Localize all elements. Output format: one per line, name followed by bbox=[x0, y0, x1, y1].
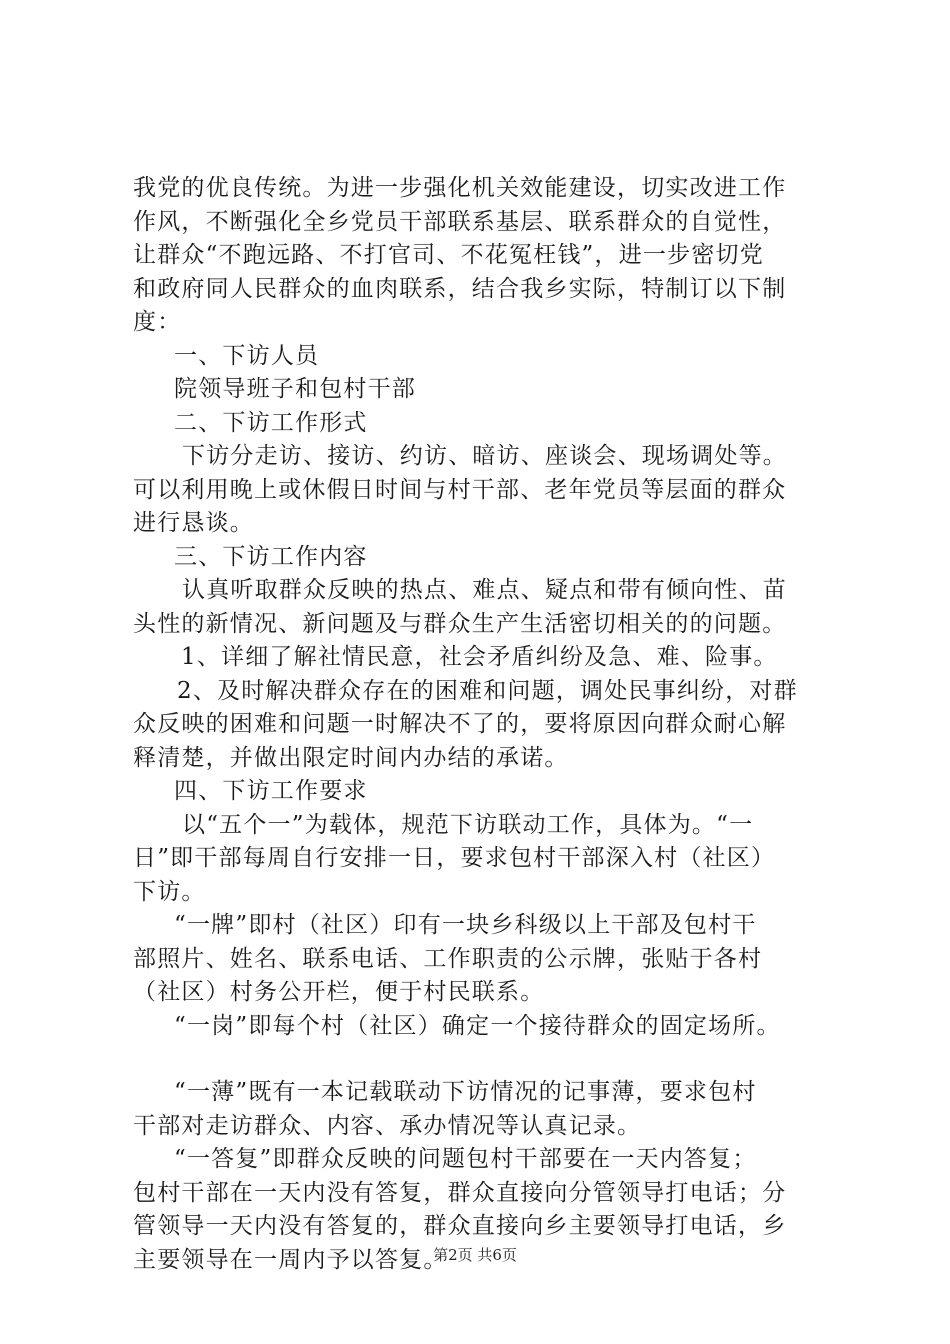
body-line: 包村干部在一天内没有答复，群众直接向分管领导打电话；分 bbox=[133, 1179, 787, 1206]
blank-line bbox=[133, 1043, 833, 1076]
body-line: 主要领导在一周内予以答复。 bbox=[133, 1246, 448, 1273]
list-item: 1、详细了解社情民意，社会矛盾纠纷及急、难、险事。 bbox=[181, 644, 778, 670]
body-line: 干部对走访群众、内容、承办情况等认真记录。 bbox=[133, 1112, 642, 1139]
body-line: 可以利用晚上或休假日时间与村干部、老年党员等层面的群众 bbox=[133, 476, 787, 503]
body-line: “一牌”即村（社区）印有一块乡科级以上干部及包村干 bbox=[174, 912, 757, 938]
body-line: 众反映的困难和问题一时解决不了的，要将原因向群众耐心解 bbox=[133, 711, 787, 737]
body-line: 管领导一天内没有答复的，群众直接向乡主要领导打电话，乡 bbox=[133, 1213, 787, 1239]
body-line: “一岗”即每个村（社区）确定一个接待群众的固定场所。 bbox=[174, 1012, 781, 1039]
body-line: 下访。 bbox=[133, 878, 206, 905]
body-line: 进行恳谈。 bbox=[133, 510, 254, 536]
body-line: 和政府同人民群众的血肉联系，结合我乡实际，特制订以下制 bbox=[133, 275, 787, 302]
body-line: 下访分走访、接访、约访、暗访、座谈会、现场调处等。 bbox=[182, 443, 787, 469]
body-line: 释清楚，并做出限定时间内办结的承诺。 bbox=[133, 744, 569, 771]
body-line: 日”即干部每周自行安排一日，要求包村干部深入村（社区） bbox=[133, 845, 776, 871]
body-line: “一薄”既有一本记载联动下访情况的记事薄，要求包村 bbox=[174, 1079, 757, 1105]
list-item: 2、及时解决群众存在的困难和问题，调处民事纠纷，对群 bbox=[177, 677, 798, 704]
body-line: 让群众“不跑远路、不打官司、不花冤枉钱”，进一步密切党 bbox=[133, 242, 764, 268]
section-heading: 四、下访工作要求 bbox=[174, 778, 368, 804]
section-heading: 一、下访人员 bbox=[174, 342, 320, 369]
body-line: 度： bbox=[133, 309, 182, 335]
body-line: “一答复”即群众反映的问题包村干部要在一天内答复； bbox=[174, 1146, 757, 1172]
section-heading: 三、下访工作内容 bbox=[174, 543, 368, 570]
body-line: 作风，不断强化全乡党员干部联系基层、联系群众的自觉性， bbox=[133, 208, 787, 235]
body-line: 院领导班子和包村干部 bbox=[174, 376, 416, 402]
page-number-footer: 第2页 共6页 bbox=[433, 1246, 517, 1264]
document-body bbox=[133, 172, 833, 1277]
body-line: 头性的新情况、新问题及与群众生产生活密切相关的的问题。 bbox=[133, 610, 787, 637]
body-line: 以“五个一”为载体，规范下访联动工作，具体为。“一 bbox=[182, 811, 754, 838]
body-line: （社区）村务公开栏，便于村民联系。 bbox=[133, 979, 545, 1005]
body-line: 认真听取群众反映的热点、难点、疑点和带有倾向性、苗 bbox=[182, 577, 787, 603]
section-heading: 二、下访工作形式 bbox=[174, 409, 368, 436]
body-line: 我党的优良传统。为进一步强化机关效能建设，切实改进工作 bbox=[133, 175, 787, 201]
body-line: 部照片、姓名、联系电话、工作职责的公示牌，张贴于各村 bbox=[133, 945, 763, 972]
